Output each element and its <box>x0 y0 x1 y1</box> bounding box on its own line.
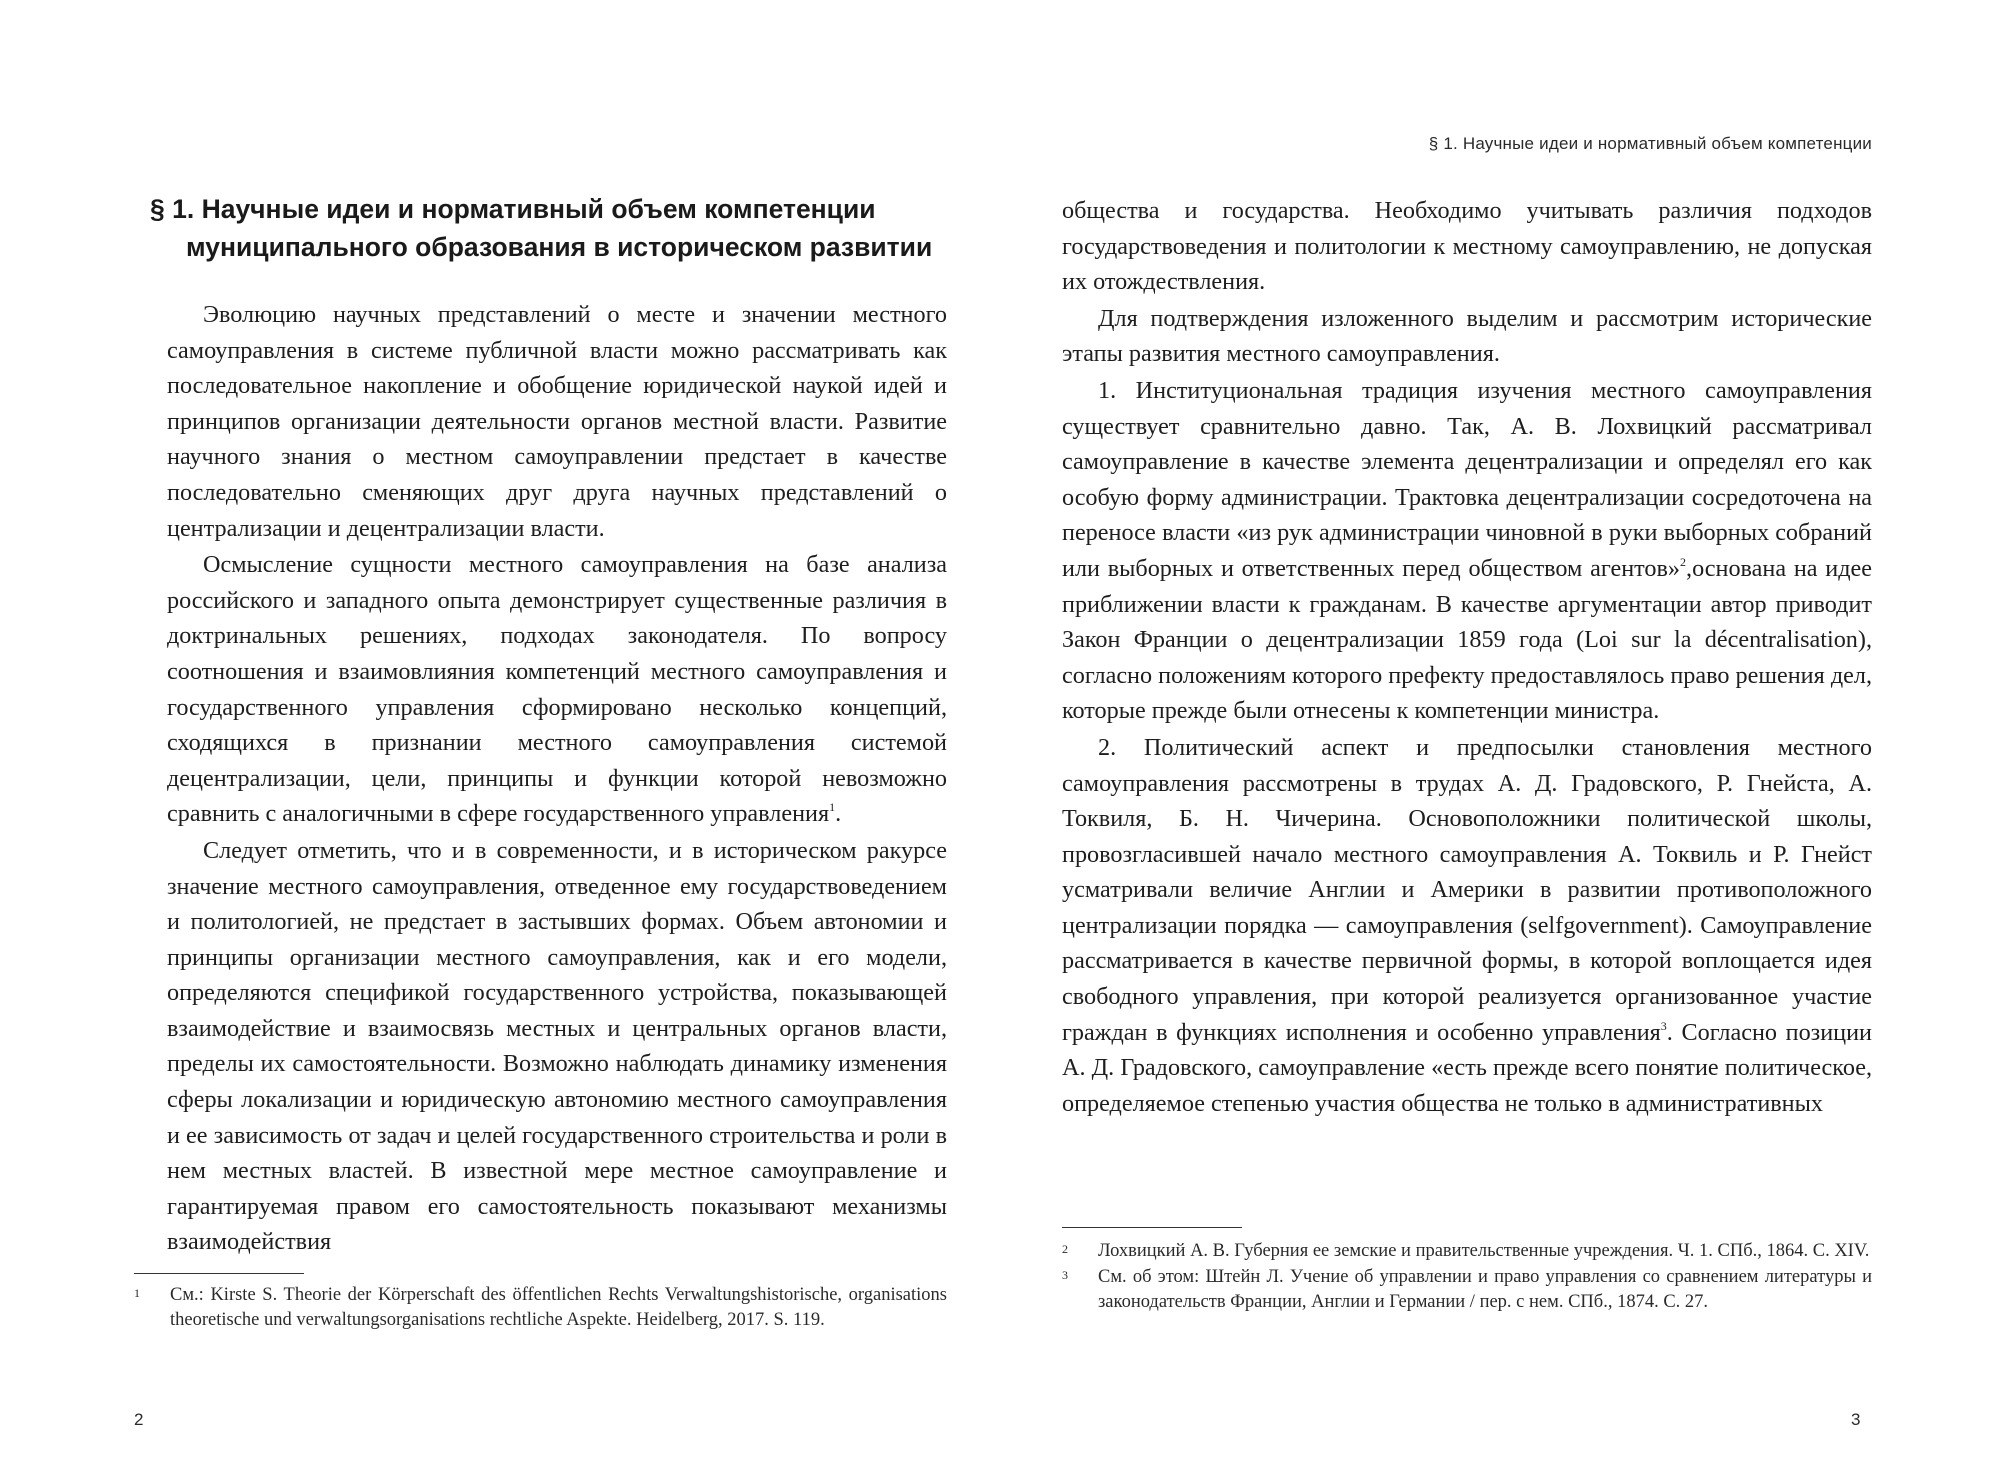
footnote-reference: 1 <box>829 800 836 815</box>
footnote <box>1062 1265 1872 1315</box>
paragraph <box>167 833 947 1260</box>
paragraph <box>167 297 947 546</box>
paragraph-text: Осмысление сущности местного самоуправления на базе анализа российского и западного опыта демонстрирует существенные различия в доктринальных решениях, подходах законодателя. По вопросу соотношения и взаимовлияния компетенций местного самоуправления и государственного управления сформировано несколько концепций, сходящихся в признании местного самоуправления системой децентрализации, цели, принципы и функции которой невозможно сравнить с аналогичными в сфере государственного управления <box>167 551 947 828</box>
paragraph-text: Следует отметить, что и в современности, и в историческом ракурсе значение местного самоуправления, отведенное ему государствоведением и политологией, не предстает в застывших формах. Объем автономии и принципы организации местного самоуправления, как и его модели, определяются спецификой государственного устройства, показывающей взаимодействие и взаимосвязь местных и центральных органов власти, пределы их самостоятельности. Возможно наблюдать динамику изменения сферы локализации и юридическую автономию местного самоуправления и ее зависимость от задач и целей государственного строительства и роли в нем местных властей. В известной мере местное самоуправление и гарантируемая правом его самостоятельность показывают механизмы взаимодействия <box>167 836 947 1256</box>
footnote-divider <box>1062 1227 1242 1228</box>
right-page <box>1000 0 2000 1478</box>
paragraph-text: 1. Институциональная традиция изучения местного самоуправления существует сравнительно давно. Так, А. В. Лохвицкий рассматривал самоуправление в качестве элемента децентрализации и определял его как особую форму администрации. Трактовка децентрализации сосредоточена на переносе власти «из рук администрации чиновной в руки выборных собраний или выборных и ответственных перед обществом агентов» <box>1062 376 1872 582</box>
footnote-text: См. об этом: Штейн Л. Учение об управлении и право управления со сравнением литературы и законодательств Франции, Англии и Германии / пер. с нем. СПб., 1874. С. 27. <box>1098 1267 1872 1312</box>
section-heading-line-2: муниципального образования в историческом развитии <box>186 232 933 262</box>
paragraph <box>167 547 947 832</box>
footnote-number: 2 <box>1062 1242 1068 1256</box>
footnote-text: См.: Kirste S. Theorie der Körperschaft des öffentlichen Rechts Verwaltungshistorische, organisations theoretische und verwaltungsorganisations rechtliche Aspekte. Heidelberg, 2017. S. 119. <box>170 1285 947 1330</box>
running-head: § 1. Научные идеи и нормативный объем компетенции <box>1428 134 1872 153</box>
paragraph-text-after-ref: . <box>835 800 842 828</box>
footnote <box>134 1283 947 1333</box>
paragraph-text-after-ref: . Согласно позиции А. Д. Градовского, самоуправление «есть прежде всего понятие политическое, определяемое степенью участия общества не только в административных <box>1062 1018 1872 1117</box>
footnote-reference: 2 <box>1680 554 1687 569</box>
right-body-text <box>1062 193 1872 1121</box>
page-number: 2 <box>134 1410 144 1429</box>
left-body-text <box>167 297 947 1260</box>
footnote-reference: 3 <box>1660 1018 1667 1033</box>
paragraph <box>1062 373 1872 729</box>
section-heading <box>150 190 940 266</box>
paragraph-text: Эволюцию научных представлений о месте и значении местного самоуправления в системе публичной власти можно рассматривать как последовательное накопление и обобщение юридической наукой идей и принципов организации деятельности органов местной власти. Развитие научного знания о местном самоуправлении предстает в качестве последовательно сменяющих друг друга научных представлений о централизации и децентрализации власти. <box>167 301 947 542</box>
paragraph <box>1062 301 1872 372</box>
footnote-number: 3 <box>1062 1268 1068 1282</box>
footnote <box>1062 1239 1872 1264</box>
paragraph-text-after-ref: ,основана на идее приближении власти к гражданам. В качестве аргументации автор приводит Закон Франции о децентрализации 1859 года (Loi sur la décentralisation), согласно положениям которого префекту предоставлялось право решения дел, которые прежде были отнесены к компетенции министра. <box>1062 554 1872 725</box>
footnote-text: Лохвицкий А. В. Губерния ее земские и правительственные учреждения. Ч. 1. СПб., 1864. С. XIV. <box>1098 1241 1870 1261</box>
left-footnotes <box>134 1283 947 1334</box>
paragraph <box>1062 730 1872 1122</box>
footnote-number: 1 <box>134 1286 140 1300</box>
paragraph-text: общества и государства. Необходимо учитывать различия подходов государствоведения и политологии к местному самоуправлению, не допуская их отождествления. <box>1062 197 1872 296</box>
right-footnotes <box>1062 1239 1872 1316</box>
paragraph-text: Для подтверждения изложенного выделим и рассмотрим исторические этапы развития местного самоуправления. <box>1062 304 1872 368</box>
paragraph-continuation <box>1062 193 1872 300</box>
section-heading-line-1: § 1. Научные идеи и нормативный объем компетенции <box>150 194 876 224</box>
footnote-divider <box>134 1273 304 1274</box>
page-number: 3 <box>1851 1410 1861 1429</box>
paragraph-text: 2. Политический аспект и предпосылки становления местного самоуправления рассмотрены в трудах А. Д. Градовского, Р. Гнейста, А. Токвиля, Б. Н. Чичерина. Основоположники политической школы, провозгласившей начало местного самоуправления А. Токвиль и Р. Гнейст усматривали величие Англии и Америки в развитии противоположного централизации порядка — самоуправления (selfgovernment). Самоуправление рассматривается в качестве первичной формы, в которой воплощается идея свободного управления, при которой реализуется организованное участие граждан в функциях исполнения и особенно управления <box>1062 733 1872 1046</box>
